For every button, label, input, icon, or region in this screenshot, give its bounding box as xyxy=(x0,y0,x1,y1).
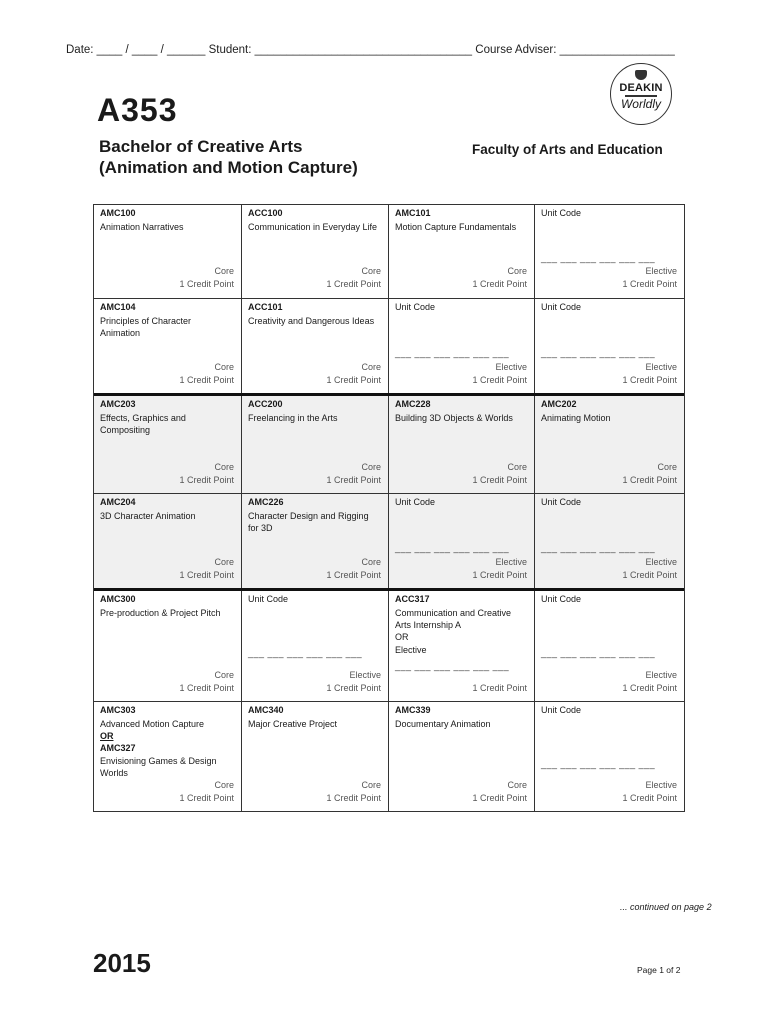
unit-cell xyxy=(94,299,241,393)
unit-name: Major Creative Project xyxy=(248,719,338,729)
course-title-line1: Bachelor of Creative Arts xyxy=(99,137,303,156)
unit-name: Principles of Character Animation xyxy=(100,316,192,338)
credit-points: 1 Credit Point xyxy=(472,475,527,485)
unit-cell xyxy=(388,205,534,298)
unit-code-blank[interactable]: ___ ___ ___ ___ ___ ___ xyxy=(395,661,510,671)
unit-type: Core xyxy=(214,780,234,790)
unit-code-blank[interactable]: ___ ___ ___ ___ ___ ___ xyxy=(541,543,656,553)
unit-type: Elective xyxy=(645,670,677,680)
unit-name: Animation Narratives xyxy=(100,222,184,232)
unit-name: Communication in Everyday Life xyxy=(248,222,378,232)
credit-points: 1 Credit Point xyxy=(472,279,527,289)
unit-code: AMC204 xyxy=(100,497,136,507)
unit-type: Core xyxy=(657,462,677,472)
unit-code: AMC101 xyxy=(395,208,431,218)
credit-points: 1 Credit Point xyxy=(622,570,677,580)
unit-cell xyxy=(388,494,534,588)
unit-name: Pre-production & Project Pitch xyxy=(100,608,221,618)
unit-type: Core xyxy=(361,362,381,372)
unit-code: AMC303 xyxy=(100,705,136,715)
unit-name-alt: Elective xyxy=(395,645,427,655)
unit-code: AMC100 xyxy=(100,208,136,218)
unit-type: Elective xyxy=(645,362,677,372)
unit-code-blank[interactable]: ___ ___ ___ ___ ___ ___ xyxy=(395,543,510,553)
unit-type: Core xyxy=(214,670,234,680)
grid-row xyxy=(94,701,684,811)
or-label: OR xyxy=(395,632,409,642)
unit-code: Unit Code xyxy=(395,302,436,312)
unit-code: ACC200 xyxy=(248,399,283,409)
course-code: A353 xyxy=(97,92,178,128)
unit-name: Documentary Animation xyxy=(395,719,491,729)
unit-type: Core xyxy=(507,462,527,472)
logo-name: DEAKIN xyxy=(619,82,663,94)
unit-code-blank[interactable]: ___ ___ ___ ___ ___ ___ xyxy=(248,648,363,658)
unit-code: ACC100 xyxy=(248,208,283,218)
unit-cell xyxy=(388,702,534,811)
unit-code: AMC300 xyxy=(100,594,136,604)
unit-cell xyxy=(94,494,241,588)
unit-name: Creativity and Dangerous Ideas xyxy=(248,316,375,326)
unit-name: Motion Capture Fundamentals xyxy=(395,222,517,232)
unit-cell xyxy=(241,205,388,298)
unit-type: Elective xyxy=(349,670,381,680)
unit-cell xyxy=(241,396,388,493)
credit-points: 1 Credit Point xyxy=(622,279,677,289)
credit-points: 1 Credit Point xyxy=(326,279,381,289)
unit-code: AMC202 xyxy=(541,399,577,409)
unit-name: 3D Character Animation xyxy=(100,511,196,521)
unit-cell xyxy=(94,396,241,493)
unit-code-blank[interactable]: ___ ___ ___ ___ ___ ___ xyxy=(541,759,656,769)
unit-code: AMC226 xyxy=(248,497,284,507)
unit-code: Unit Code xyxy=(541,497,582,507)
unit-name: Character Design and Rigging for 3D xyxy=(248,511,369,533)
unit-name: Building 3D Objects & Worlds xyxy=(395,413,513,423)
unit-cell xyxy=(534,205,684,298)
unit-type: Elective xyxy=(495,557,527,567)
unit-cell xyxy=(388,591,534,701)
credit-points: 1 Credit Point xyxy=(472,375,527,385)
unit-type: Core xyxy=(214,266,234,276)
unit-type: Core xyxy=(361,780,381,790)
unit-cell xyxy=(534,591,684,701)
unit-code-alt: AMC327 xyxy=(100,743,136,753)
unit-name: Effects, Graphics and Compositing xyxy=(100,413,186,435)
unit-cell xyxy=(94,205,241,298)
unit-type: Core xyxy=(361,557,381,567)
unit-type: Core xyxy=(361,266,381,276)
unit-type: Elective xyxy=(495,362,527,372)
credit-points: 1 Credit Point xyxy=(179,375,234,385)
unit-code: Unit Code xyxy=(248,594,289,604)
credit-points: 1 Credit Point xyxy=(622,475,677,485)
unit-code: AMC340 xyxy=(248,705,284,715)
unit-cell xyxy=(534,702,684,811)
unit-name: Freelancing in the Arts xyxy=(248,413,338,423)
deakin-logo xyxy=(610,63,672,125)
unit-code: AMC339 xyxy=(395,705,431,715)
unit-code-blank[interactable]: ___ ___ ___ ___ ___ ___ xyxy=(541,253,656,263)
unit-type: Core xyxy=(214,462,234,472)
credit-points: 1 Credit Point xyxy=(622,793,677,803)
crest-icon xyxy=(635,70,647,80)
unit-cell xyxy=(241,299,388,393)
unit-name: Communication and Creative Arts Internship A OR Elective xyxy=(395,607,526,656)
unit-cell xyxy=(534,494,684,588)
unit-cell xyxy=(94,702,241,811)
credit-points: 1 Credit Point xyxy=(326,475,381,485)
unit-type: Core xyxy=(361,462,381,472)
unit-name: Advanced Motion Capture OR AMC327 Envisioning Games & Design Worlds xyxy=(100,718,233,779)
credit-points: 1 Credit Point xyxy=(622,683,677,693)
unit-code: AMC203 xyxy=(100,399,136,409)
credit-points: 1 Credit Point xyxy=(326,570,381,580)
credit-points: 1 Credit Point xyxy=(472,793,527,803)
unit-code: ACC317 xyxy=(395,594,430,604)
unit-code-blank[interactable]: ___ ___ ___ ___ ___ ___ xyxy=(395,348,510,358)
unit-code-blank[interactable]: ___ ___ ___ ___ ___ ___ xyxy=(541,348,656,358)
unit-cell xyxy=(94,591,241,701)
credit-points: 1 Credit Point xyxy=(326,375,381,385)
faculty-name: Faculty of Arts and Education xyxy=(472,142,663,157)
logo-tagline: Worldly xyxy=(620,97,661,111)
unit-code: AMC104 xyxy=(100,302,136,312)
unit-type: Elective xyxy=(645,557,677,567)
unit-code: Unit Code xyxy=(541,594,582,604)
unit-code-blank[interactable]: ___ ___ ___ ___ ___ ___ xyxy=(541,648,656,658)
credit-points: 1 Credit Point xyxy=(472,683,527,693)
unit-type: Core xyxy=(507,780,527,790)
unit-code: AMC228 xyxy=(395,399,431,409)
unit-name: Animating Motion xyxy=(541,413,611,423)
credit-points: 1 Credit Point xyxy=(622,375,677,385)
unit-code: Unit Code xyxy=(541,705,582,715)
unit-cell xyxy=(241,494,388,588)
grid-row xyxy=(94,588,684,701)
credit-points: 1 Credit Point xyxy=(179,279,234,289)
header-form-line: Date: ____ / ____ / ______ Student: __________________________________ Course Adviser: __________________ xyxy=(66,44,675,56)
credit-points: 1 Credit Point xyxy=(179,683,234,693)
continued-note: ... continued on page 2 xyxy=(620,902,712,912)
unit-cell xyxy=(241,702,388,811)
unit-code: Unit Code xyxy=(395,497,436,507)
grid-row xyxy=(94,205,684,298)
or-label: OR xyxy=(100,731,114,741)
unit-grid xyxy=(93,204,685,812)
course-title-line2: (Animation and Motion Capture) xyxy=(99,158,358,177)
unit-type: Core xyxy=(507,266,527,276)
course-title xyxy=(99,136,358,178)
unit-type: Core xyxy=(214,362,234,372)
grid-row xyxy=(94,493,684,588)
unit-code: Unit Code xyxy=(541,302,582,312)
credit-points: 1 Credit Point xyxy=(326,683,381,693)
unit-type: Elective xyxy=(645,266,677,276)
unit-type: Elective xyxy=(645,780,677,790)
credit-points: 1 Credit Point xyxy=(179,475,234,485)
unit-code: Unit Code xyxy=(541,208,582,218)
credit-points: 1 Credit Point xyxy=(472,570,527,580)
page-number: Page 1 of 2 xyxy=(637,965,681,975)
credit-points: 1 Credit Point xyxy=(326,793,381,803)
unit-code: ACC101 xyxy=(248,302,283,312)
unit-cell xyxy=(388,396,534,493)
unit-cell xyxy=(388,299,534,393)
grid-row xyxy=(94,298,684,393)
credit-points: 1 Credit Point xyxy=(179,793,234,803)
grid-row xyxy=(94,393,684,493)
unit-cell xyxy=(534,299,684,393)
unit-name-alt: Envisioning Games & Design Worlds xyxy=(100,756,217,778)
unit-type: Core xyxy=(214,557,234,567)
unit-cell xyxy=(534,396,684,493)
unit-cell xyxy=(241,591,388,701)
year-label: 2015 xyxy=(93,948,151,978)
credit-points: 1 Credit Point xyxy=(179,570,234,580)
